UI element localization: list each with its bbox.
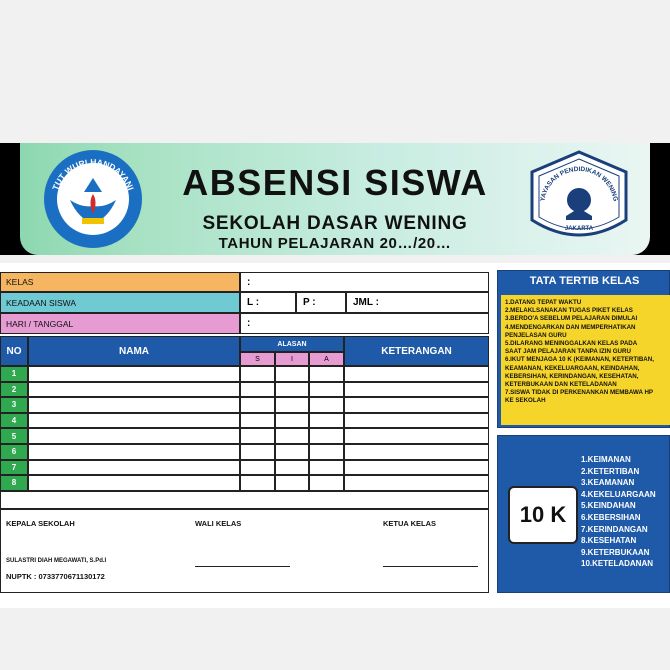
kepala-sekolah-name: SULASTRI DIAH MEGAWATI, S.Pd.I xyxy=(6,558,107,564)
col-nama-header: NAMA xyxy=(28,336,240,366)
wali-kelas-label: WALI KELAS xyxy=(195,519,242,528)
tenk-badge: 10 K xyxy=(508,486,578,544)
jumlah-total-field[interactable]: JML : xyxy=(346,292,489,313)
wali-kelas-signature-line[interactable] xyxy=(195,566,290,567)
spacer-row xyxy=(0,491,489,509)
yayasan-wening-logo xyxy=(526,150,632,248)
tenk-item: 8.KESEHATAN xyxy=(581,536,637,546)
row-s-cell[interactable] xyxy=(240,428,275,444)
row-s-cell[interactable] xyxy=(240,397,275,413)
rule-item: 1.DATANG TEPAT WAKTU xyxy=(505,299,582,306)
tenk-panel xyxy=(497,435,670,593)
row-i-cell[interactable] xyxy=(275,444,309,460)
row-number: 1 xyxy=(0,366,28,382)
rules-list xyxy=(501,295,670,425)
hari-tanggal-label: HARI / TANGGAL xyxy=(0,313,240,334)
row-number: 4 xyxy=(0,413,28,429)
row-keterangan-cell[interactable] xyxy=(344,428,489,444)
school-name: SEKOLAH DASAR WENING xyxy=(202,213,468,234)
row-nama-cell[interactable] xyxy=(28,475,240,491)
rule-item: 2.MELAKLSANAKAN TUGAS PIKET KELAS xyxy=(505,307,633,315)
row-i-cell[interactable] xyxy=(275,366,309,382)
tut-wuri-handayani-logo xyxy=(42,148,144,250)
row-s-cell[interactable] xyxy=(240,475,275,491)
rules-panel xyxy=(497,270,670,428)
row-s-cell[interactable] xyxy=(240,444,275,460)
row-a-cell[interactable] xyxy=(309,366,344,382)
tenk-item: 1.KEIMANAN xyxy=(581,455,631,464)
svg-text:YAYASAN PENDIDIKAN WENING: YAYASAN PENDIDIKAN WENING xyxy=(539,165,619,202)
ketua-kelas-signature-line[interactable] xyxy=(383,566,478,567)
row-keterangan-cell[interactable] xyxy=(344,382,489,398)
row-i-cell[interactable] xyxy=(275,428,309,444)
row-number: 8 xyxy=(0,475,28,491)
row-nama-cell[interactable] xyxy=(28,397,240,413)
col-a-header: A xyxy=(309,352,344,366)
col-i-header: I xyxy=(275,352,309,366)
svg-text:JAKARTA: JAKARTA xyxy=(564,226,594,232)
row-keterangan-cell[interactable] xyxy=(344,397,489,413)
ketua-kelas-label: KETUA KELAS xyxy=(383,519,437,528)
rule-item: 6.IKUT MENJAGA 10 K (KEIMANAN, KETERTIBAN, xyxy=(505,356,654,364)
row-i-cell[interactable] xyxy=(275,382,309,398)
col-no-header: NO xyxy=(0,336,28,366)
row-nama-cell[interactable] xyxy=(28,382,240,398)
row-number: 2 xyxy=(0,382,28,398)
row-a-cell[interactable] xyxy=(309,444,344,460)
keadaan-label: KEADAAN SISWA xyxy=(0,292,240,313)
nuptk-number: NUPTK : 0733770671130172 xyxy=(6,572,105,581)
row-nama-cell[interactable] xyxy=(28,366,240,382)
col-s-header: S xyxy=(240,352,275,366)
rule-item: KEAMANAN, KEKELUARGAAN, KEINDAHAN, xyxy=(505,364,640,372)
page-title: ABSENSI SISWA xyxy=(182,162,488,203)
row-s-cell[interactable] xyxy=(240,366,275,382)
kepala-sekolah-label: KEPALA SEKOLAH xyxy=(6,519,75,528)
svg-text:TUT WURI HANDAYANI: TUT WURI HANDAYANI xyxy=(50,156,136,192)
rule-item: 4.MENDENGARKAN DAN MEMPERHATIKAN xyxy=(505,323,636,331)
row-nama-cell[interactable] xyxy=(28,413,240,429)
col-alasan-header: ALASAN xyxy=(240,336,344,352)
rule-item: 5.DILARANG MENINGGALKAN KELAS PADA xyxy=(505,340,638,348)
row-keterangan-cell[interactable] xyxy=(344,444,489,460)
row-keterangan-cell[interactable] xyxy=(344,366,489,382)
row-number: 6 xyxy=(0,444,28,460)
row-s-cell[interactable] xyxy=(240,382,275,398)
row-i-cell[interactable] xyxy=(275,460,309,476)
row-a-cell[interactable] xyxy=(309,460,344,476)
rule-item: KETERBUKAAN DAN KETELADANAN xyxy=(505,381,617,389)
tenk-item: 4.KEKELUARGAAN xyxy=(581,489,656,499)
row-s-cell[interactable] xyxy=(240,413,275,429)
row-number: 7 xyxy=(0,460,28,476)
row-i-cell[interactable] xyxy=(275,397,309,413)
rule-item: 7.SISWA TIDAK DI PERKENANKAN MEMBAWA HP xyxy=(505,389,654,397)
tenk-item: 6.KEBERSIHAN xyxy=(581,512,641,522)
tenk-item: 7.KERINDANGAN xyxy=(581,524,648,534)
rule-item: KE SEKOLAH xyxy=(505,397,546,405)
tenk-item: 9.KETERBUKAAN xyxy=(581,547,650,557)
rule-item: KEBERSIHAN, KERINDANGAN, KESEHATAN, xyxy=(505,372,639,380)
row-s-cell[interactable] xyxy=(240,460,275,476)
row-a-cell[interactable] xyxy=(309,413,344,429)
jumlah-laki-field[interactable]: L : xyxy=(240,292,296,313)
row-i-cell[interactable] xyxy=(275,413,309,429)
kelas-label: KELAS xyxy=(0,272,240,292)
tenk-item: 2.KETERTIBAN xyxy=(581,466,640,476)
row-a-cell[interactable] xyxy=(309,475,344,491)
rule-item: 3.BERDO'A SEBELUM PELAJARAN DIMULAI xyxy=(505,315,638,323)
row-a-cell[interactable] xyxy=(309,428,344,444)
row-number: 5 xyxy=(0,428,28,444)
rules-title: TATA TERTIB KELAS xyxy=(529,275,640,287)
row-keterangan-cell[interactable] xyxy=(344,475,489,491)
hari-tanggal-field[interactable]: : xyxy=(240,313,489,334)
tenk-item: 3.KEAMANAN xyxy=(581,478,635,488)
tenk-item: 5.KEINDAHAN xyxy=(581,501,636,511)
row-nama-cell[interactable] xyxy=(28,460,240,476)
kelas-field[interactable]: : xyxy=(240,272,489,292)
row-keterangan-cell[interactable] xyxy=(344,460,489,476)
rule-item: PENJELASAN GURU xyxy=(505,331,567,339)
row-i-cell[interactable] xyxy=(275,475,309,491)
col-keterangan-header: KETERANGAN xyxy=(344,336,489,366)
tenk-item: 10.KETELADANAN xyxy=(581,559,654,569)
row-nama-cell[interactable] xyxy=(28,428,240,444)
academic-year: TAHUN PELAJARAN 20…/20… xyxy=(218,235,452,252)
row-keterangan-cell[interactable] xyxy=(344,413,489,429)
jumlah-perempuan-field[interactable]: P : xyxy=(296,292,346,313)
row-number: 3 xyxy=(0,397,28,413)
row-a-cell[interactable] xyxy=(309,397,344,413)
rule-item: SAAT JAM PELAJARAN TANPA IZIN GURU xyxy=(505,348,631,356)
tenk-list xyxy=(581,454,656,570)
row-nama-cell[interactable] xyxy=(28,444,240,460)
row-a-cell[interactable] xyxy=(309,382,344,398)
